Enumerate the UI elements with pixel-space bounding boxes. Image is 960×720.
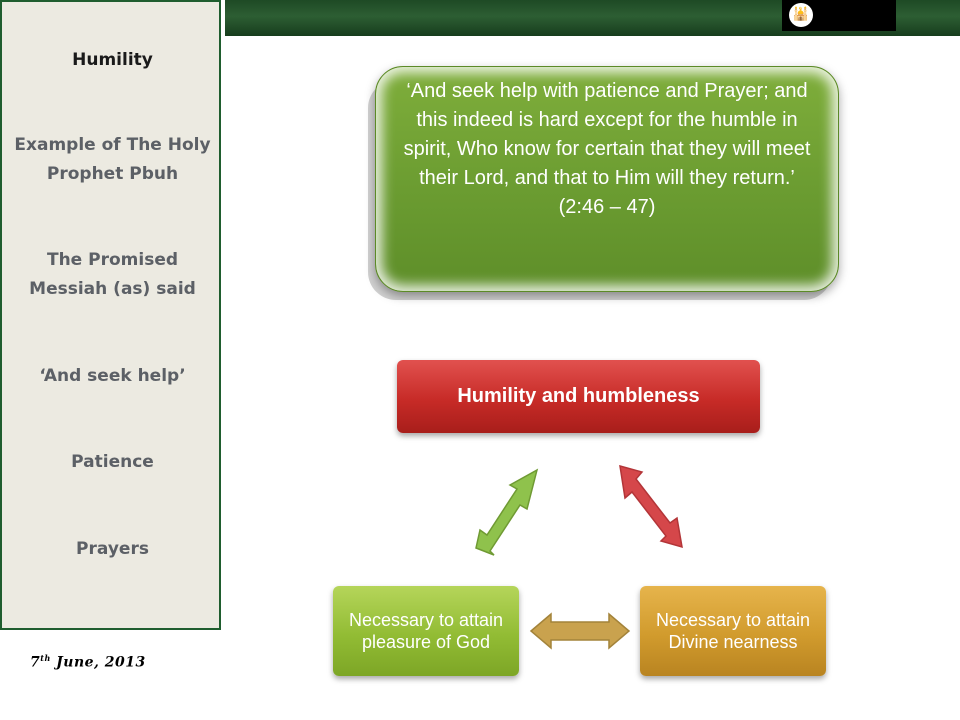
sidebar-item-patience[interactable]: Patience [71,452,154,472]
bottom-double-arrow [531,614,629,648]
left-double-arrow [476,470,537,555]
sidebar-item-humility[interactable]: Humility [72,50,153,70]
mosque-icon: 🕌 [789,3,813,27]
divine-nearness-label: Necessary to attain Divine nearness [655,610,811,652]
pleasure-of-god-node [333,586,519,676]
quote-reference: (2:46 – 47) [558,196,656,218]
pleasure-of-god-label: Necessary to attain pleasure of God [348,610,504,652]
humility-node: Humility and humbleness [397,360,760,433]
date-label: 7th June, 2013 [30,653,146,671]
right-double-arrow [620,466,682,547]
divine-nearness-node [640,586,826,676]
quote-text: ‘And seek help with patience and Prayer; and this indeed is hard except for the humble in spirit, Who know for certain that they will meet their Lord, and that to Him will they return.’ [403,80,811,189]
sidebar-item-prophet-example[interactable]: Example of The Holy Prophet Pbuh [14,135,211,184]
sidebar-item-promised-messiah[interactable]: The Promised Messiah (as) said [29,250,196,299]
sidebar-item-seek-help[interactable]: ‘And seek help’ [39,366,186,386]
sidebar-item-prayers[interactable]: Prayers [76,539,149,559]
